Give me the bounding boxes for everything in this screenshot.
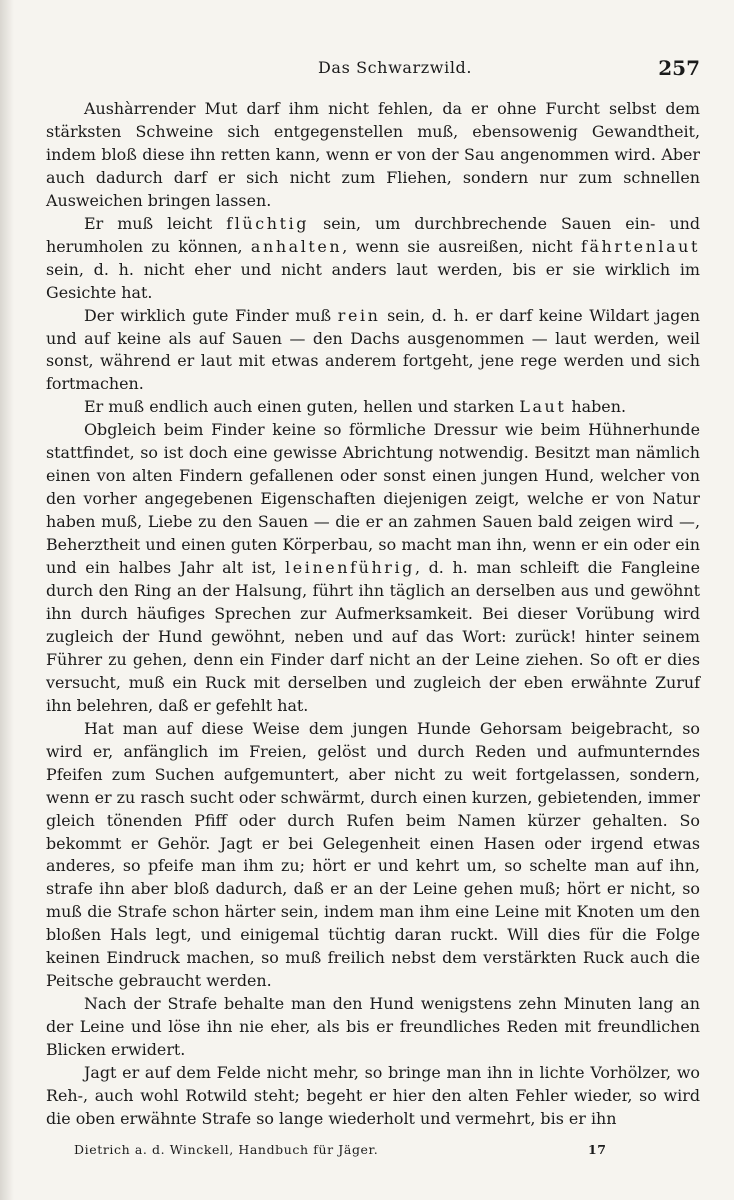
running-head: Das Schwarzwild. [318,58,473,77]
paragraph [46,1062,700,1131]
spaced-emphasis: fährtenlaut [581,236,700,256]
page-footer [74,1142,674,1162]
spaced-emphasis: anhalten [250,236,343,256]
text-run: Aushàrrender Mut darf ihm nicht fehlen, da er ohne Furcht selbst dem stärksten Schweine sich entgegenstellen muß, ebensowenig Gewandtheit, indem bloß diese ihn retten kann, wenn er von der Sau angenommen wird. Aber auch dadurch darf er sich nicht zum Fliehen, sondern nur zum schnellen Ausweichen bringen lassen. [46,99,700,210]
text-run: Nach der Strafe behalte man den Hund wenigstens zehn Minuten lang an der Leine und löse ihn nie eher, als bis er freundliches Reden mit freundlichen Blicken erwidert. [46,994,700,1060]
text-run: , d. h. man schleift die Fangleine durch den Ring an der Halsung, führt ihn täglich an derselben aus und gewöhnt ihn durch häufiges Sprechen zur Aufmerksamkeit. Bei dieser Vorübung wird zugleich der Hund gewöhnt, neben und auf das Wort: zurück! hinter seinem Führer zu gehen, denn ein Finder darf nicht an der Leine ziehen. So oft er dies versucht, muß ein Ruck mit derselben und zugleich der eben erwähnte Zuruf ihn belehren, daß er gefehlt hat. [46,558,700,715]
paragraph [46,213,700,305]
paragraph [46,396,700,419]
spaced-emphasis: flüchtig [226,213,310,233]
text-run: Er muß leicht [84,213,227,233]
paragraph [46,419,700,717]
text-run: , wenn sie ausreißen, nicht [342,236,581,256]
spaced-emphasis: leinenführig [285,558,415,578]
spaced-emphasis: rein [337,305,381,325]
text-run: Der wirklich gute Finder muß [84,305,338,325]
text-run: Hat man auf diese Weise dem jungen Hunde Gehorsam beigebracht, so wird er, anfänglich im Freien, gelöst und durch Reden und aufmunterndes Pfeifen zum Suchen aufgemuntert, aber nicht zu weit fortgelassen, sondern, wenn er zu rasch sucht oder schwärmt, durch einen kurzen, gebietenden, immer gleich tönenden Pfiff oder durch Rufen beim Namen kürzer gehalten. So bekommt er Gehör. Jagt er bei Gelegenheit einen Hasen oder irgend etwas anderes, so pfeife man ihm zu; hört er und kehrt um, so schelte man auf ihn, strafe ihn aber bloß dadurch, daß er an der Leine gehen muß; hört er nicht, so muß die Strafe schon härter sein, indem man ihm eine Leine mit Knoten um den bloßen Hals legt, und einigemal tüchtig daran ruckt. Will dies für die Folge keinen Eindruck machen, so muß freilich nebst dem verstärkten Ruck auch die Peitsche gebraucht werden. [46,718,700,991]
page-header [60,58,704,82]
footer-source: Dietrich a. d. Winckell, Handbuch für Jäger. [74,1142,379,1157]
text-run: sein, um durchbrechende Sauen ein- und herumholen zu können, [46,213,701,256]
paragraph [46,718,700,993]
body-text [46,98,700,1131]
signature-mark: 17 [588,1142,607,1157]
text-run: Er muß endlich auch einen guten, hellen und starken [84,397,520,417]
paragraph [46,305,700,397]
text-run: sein, d. h. er darf keine Wildart jagen und auf keine als auf Sauen — den Dachs ausgenommen — laut werden, weil sonst, während er laut mit etwas anderem fortgeht, jene rege werden und sich fortmachen. [46,305,700,394]
paragraph [46,993,700,1062]
page-number: 257 [658,56,700,80]
text-run: sein, d. h. nicht eher und nicht anders laut werden, bis er sie wirklich im Gesichte hat. [46,259,700,302]
text-run: Jagt er auf dem Felde nicht mehr, so bringe man ihn in lichte Vorhölzer, wo Reh-, auch wohl Rotwild steht; begeht er hier den alten Fehler wieder, so wird die oben erwähnte Strafe so lange wiederholt und vermehrt, bis er ihn [46,1063,700,1128]
text-run: haben. [566,397,626,417]
paragraph [46,98,700,213]
text-run: Obgleich beim Finder keine so förmliche Dressur wie beim Hühnerhunde stattfindet, so ist doch eine gewisse Abrichtung notwendig. Besitzt man nämlich einen von alten Findern gefallenen oder sonst einen jungen Hund, welcher von den vorher angegebenen Eigenschaften diejenigen zeigt, welche er von Natur haben muß, Liebe zu den Sauen — die er an zahmen Sauen bald zeigen wird —, Beherztheit und einen guten Körperbau, so macht man ihn, wenn er ein oder ein und ein halbes Jahr alt ist, [46,420,700,578]
page-edge-shadow [0,0,14,1200]
spaced-emphasis: Laut [519,397,567,417]
